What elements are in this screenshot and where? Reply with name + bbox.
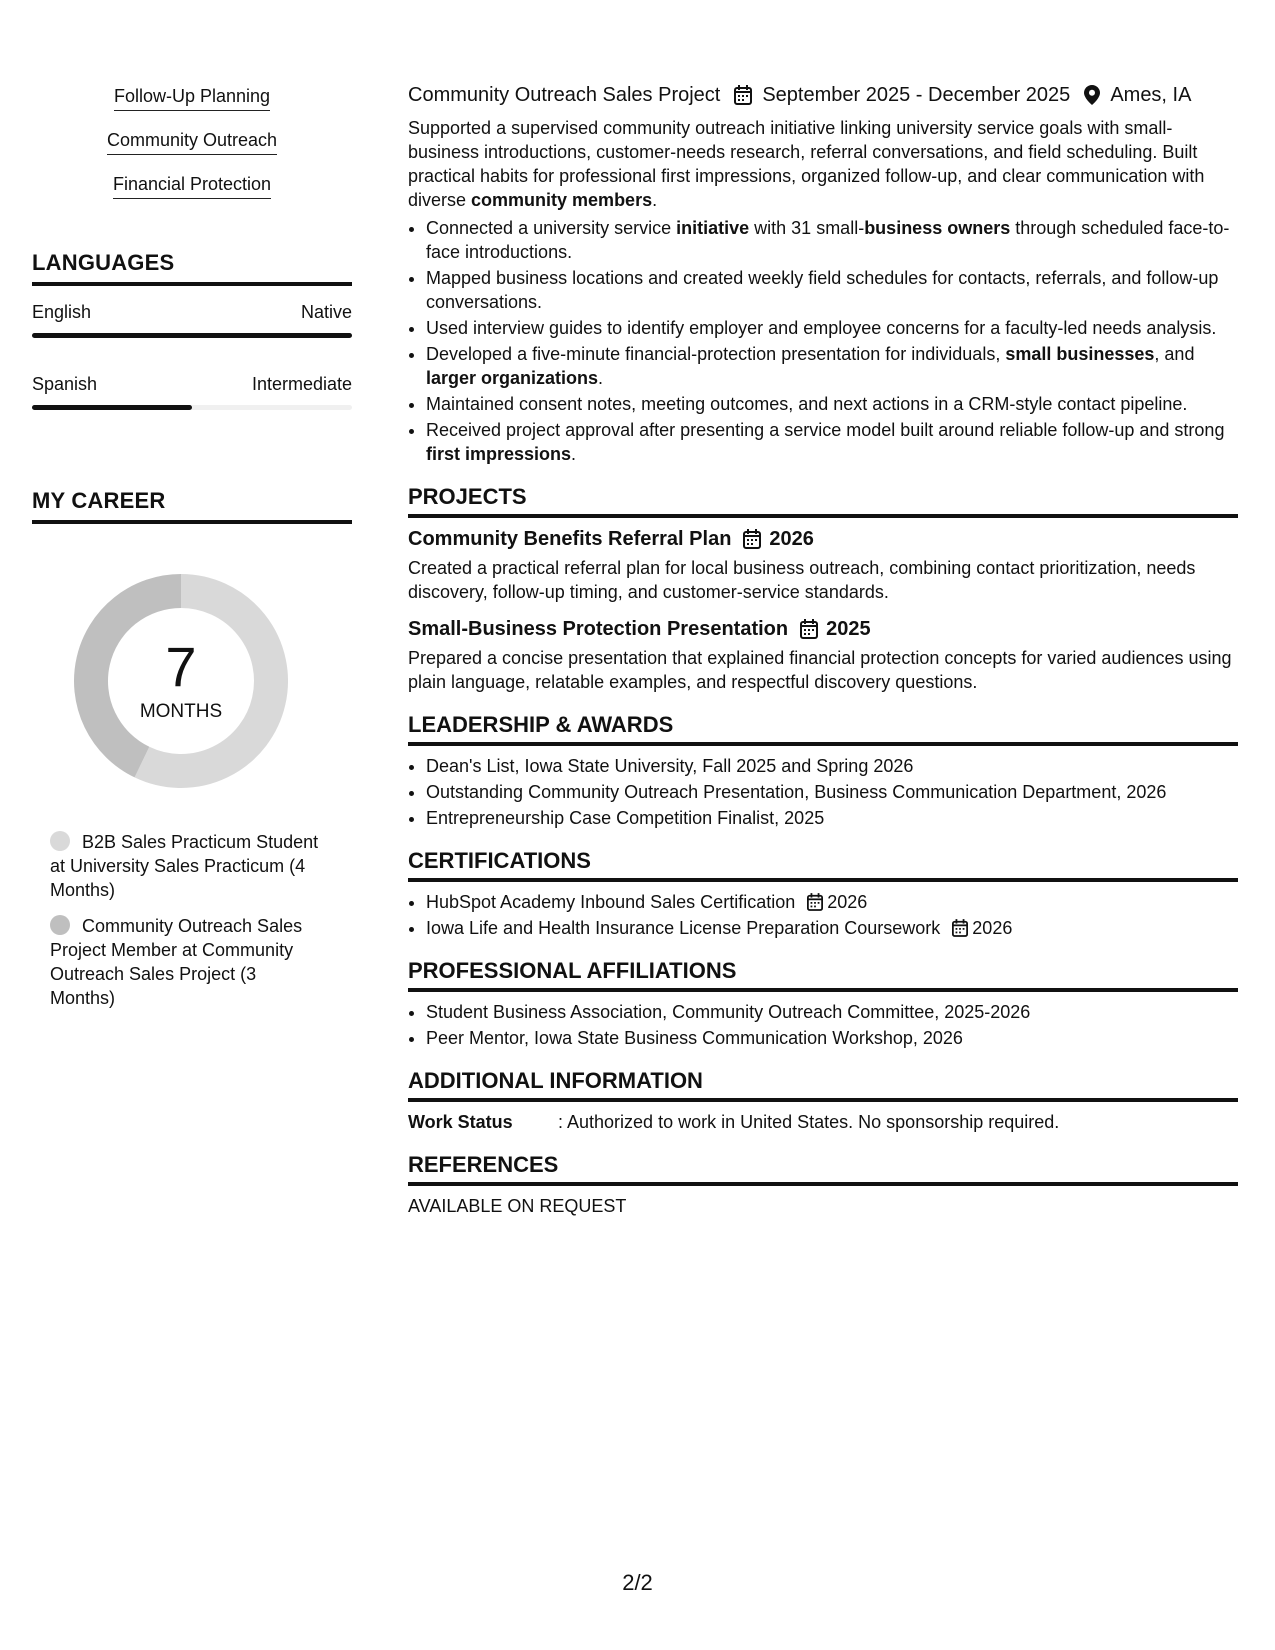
certifications-list [408,890,1238,940]
language-bar [32,405,352,410]
work-status-row [408,1110,1238,1134]
references-title: REFERENCES [408,1152,1238,1186]
experience-bullet: • Used interview guides to identify employer and employee concerns for a faculty-led needs analysis. [426,316,1238,340]
project-header [408,616,1238,642]
career-legend-item [50,830,320,902]
language-level: Native [300,302,352,322]
certification-year: 2026 [827,892,868,912]
language-bar-fill [32,333,352,338]
career-item-text: B2B Sales Practicum Student at University Sales Practicum (4 Months) [50,832,319,900]
certification-item [426,916,1238,940]
left-column [32,84,352,1022]
leadership-item: • Entrepreneurship Case Competition Finalist, 2025 [426,806,1238,830]
legend-dot-icon [50,831,70,851]
language-row [32,374,352,395]
calendar-icon [743,529,761,549]
legend-dot-icon [50,915,70,935]
career-total-months: 7 [165,635,197,698]
experience-bullet: • Received project approval after presenting a service model built around reliable follow-up and strong first impressions. [426,418,1238,466]
project-name: Small-Business Protection Presentation [408,618,789,640]
language-name: Spanish [32,374,98,394]
project-year: 2026 [769,528,814,550]
career-section [32,488,352,1010]
career-title: MY CAREER [32,488,352,524]
affiliations-list [408,1000,1238,1050]
skill-tag: Community Outreach [107,128,277,155]
experience-summary: Supported a supervised community outreach initiative linking university service goals with small-business introductions, customer-needs research, referral conversations, and field scheduling. Built practical habits for professional first impressions, organized follow-up, and clear communication with diverse community members. [408,118,1205,210]
leadership-item: • Outstanding Community Outreach Presentation, Business Communication Department, 2026 [426,780,1238,804]
languages-section [32,250,352,410]
project-header [408,526,1238,552]
certification-name: • HubSpot Academy Inbound Sales Certification [426,892,796,912]
right-column [408,82,1238,1217]
experience-title: Community Outreach Sales Project [408,84,721,106]
project-description: Prepared a concise presentation that explained financial protection concepts for varied audiences using plain language, relatable examples, and respectful discovery questions. [408,648,1232,692]
references-text: AVAILABLE ON REQUEST [408,1196,627,1216]
leadership-title: LEADERSHIP & AWARDS [408,712,1238,746]
language-bar-fill [32,405,192,410]
experience-bullet: • Developed a five-minute financial-protection presentation for individuals, small businesses, and larger organizations. [426,342,1238,390]
leadership-list [408,754,1238,830]
calendar-icon [952,919,968,937]
certification-item [426,890,1238,914]
work-status-value: : Authorized to work in United States. No sponsorship required. [558,1112,1060,1132]
calendar-icon [800,619,818,639]
project-description: Created a practical referral plan for local business outreach, combining contact prioritization, needs discovery, follow-up timing, and customer-service standards. [408,558,1196,602]
experience-header [408,82,1238,108]
career-donut-chart [66,566,296,796]
affiliations-title: PROFESSIONAL AFFILIATIONS [408,958,1238,992]
languages-title: LANGUAGES [32,250,352,286]
project-name: Community Benefits Referral Plan [408,528,732,550]
leadership-item: • Dean's List, Iowa State University, Fall 2025 and Spring 2026 [426,754,1238,778]
calendar-icon [807,893,823,911]
career-unit-label: MONTHS [139,701,223,722]
experience-bullet: • Mapped business locations and created weekly field schedules for contacts, referrals, and follow-up conversations. [426,266,1238,314]
certifications-title: CERTIFICATIONS [408,848,1238,882]
experience-location: Ames, IA [1110,84,1192,106]
page-number: 2/2 [622,1570,653,1595]
experience-bullet: • Maintained consent notes, meeting outcomes, and next actions in a CRM-style contact pipeline. [426,392,1238,416]
experience-dates: September 2025 - December 2025 [762,84,1071,106]
work-status-label: Work Status [408,1112,513,1132]
career-legend [32,830,320,1010]
affiliation-item: • Student Business Association, Community Outreach Committee, 2025-2026 [426,1000,1238,1024]
experience-bullet: • Connected a university service initiative with 31 small-business owners through scheduled face-to-face introductions. [426,216,1238,264]
calendar-icon [734,85,752,105]
project-year: 2025 [826,618,871,640]
skill-tag: Follow-Up Planning [114,84,270,111]
additional-info-title: ADDITIONAL INFORMATION [408,1068,1238,1102]
certification-year: 2026 [972,918,1013,938]
career-item-text: Community Outreach Sales Project Member at Community Outreach Sales Project (3 Months) [50,916,303,1008]
language-level: Intermediate [251,374,352,394]
projects-title: PROJECTS [408,484,1238,518]
language-bar [32,333,352,338]
experience-bullets [408,216,1238,466]
certification-name: • Iowa Life and Health Insurance License Preparation Coursework [426,918,941,938]
skills-list [32,84,352,216]
location-pin-icon [1084,85,1100,105]
skill-tag: Financial Protection [113,172,271,199]
language-row [32,302,352,323]
language-name: English [32,302,92,322]
affiliation-item: • Peer Mentor, Iowa State Business Communication Workshop, 2026 [426,1026,1238,1050]
career-legend-item [50,914,320,1010]
